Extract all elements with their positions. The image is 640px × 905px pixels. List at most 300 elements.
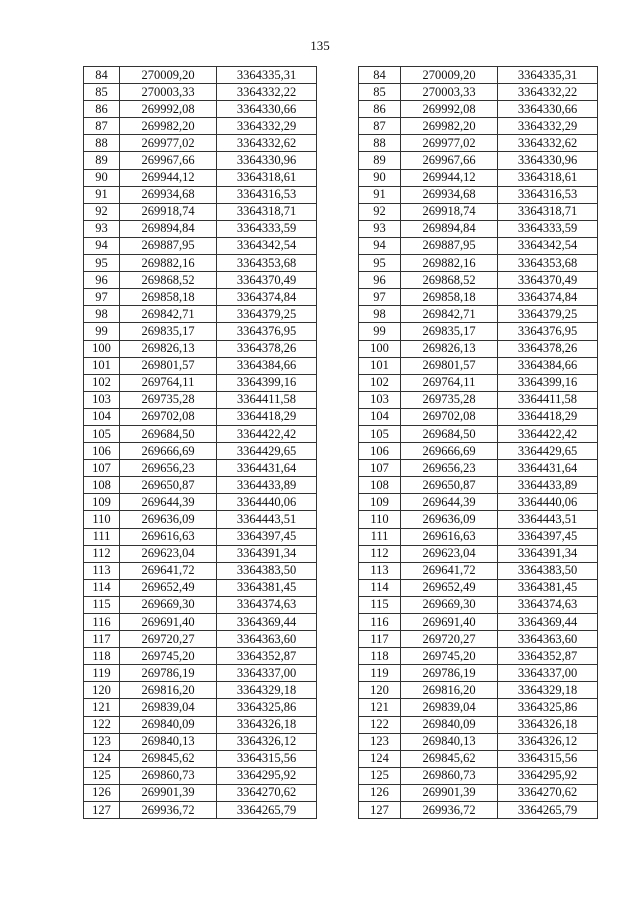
table-row	[359, 408, 598, 425]
point-number-cell: 90	[359, 169, 401, 186]
y-coordinate-cell: 3364332,22	[498, 84, 598, 101]
point-number-cell: 124	[359, 750, 401, 767]
y-coordinate-cell: 3364353,68	[498, 255, 598, 272]
y-coordinate-cell: 3364411,58	[217, 391, 317, 408]
x-coordinate-cell: 269835,17	[120, 323, 217, 340]
table-row	[359, 272, 598, 289]
table-row	[359, 716, 598, 733]
x-coordinate-cell: 269669,30	[120, 596, 217, 613]
table-row	[84, 511, 317, 528]
x-coordinate-cell: 269720,27	[120, 631, 217, 648]
point-number-cell: 110	[84, 511, 120, 528]
point-number-cell: 92	[359, 203, 401, 220]
x-coordinate-cell: 269882,16	[120, 255, 217, 272]
point-number-cell: 115	[84, 596, 120, 613]
point-number-cell: 122	[84, 716, 120, 733]
y-coordinate-cell: 3364378,26	[217, 340, 317, 357]
point-number-cell: 111	[359, 528, 401, 545]
x-coordinate-cell: 269977,02	[120, 135, 217, 152]
point-number-cell: 119	[359, 665, 401, 682]
table-row	[359, 579, 598, 596]
table-row	[359, 220, 598, 237]
x-coordinate-cell: 269650,87	[401, 477, 498, 494]
x-coordinate-cell: 269840,09	[120, 716, 217, 733]
point-number-cell: 114	[84, 579, 120, 596]
table-row	[359, 255, 598, 272]
y-coordinate-cell: 3364265,79	[498, 802, 598, 819]
y-coordinate-cell: 3364330,66	[217, 101, 317, 118]
y-coordinate-cell: 3364329,18	[217, 682, 317, 699]
table-row	[84, 306, 317, 323]
x-coordinate-cell: 269894,84	[401, 220, 498, 237]
point-number-cell: 91	[359, 186, 401, 203]
point-number-cell: 86	[359, 101, 401, 118]
y-coordinate-cell: 3364374,63	[217, 596, 317, 613]
x-coordinate-cell: 269840,13	[401, 733, 498, 750]
x-coordinate-cell: 269826,13	[120, 340, 217, 357]
y-coordinate-cell: 3364374,63	[498, 596, 598, 613]
x-coordinate-cell: 269992,08	[120, 101, 217, 118]
table-row	[84, 391, 317, 408]
x-coordinate-cell: 269616,63	[401, 528, 498, 545]
table-row	[84, 750, 317, 767]
point-number-cell: 125	[84, 767, 120, 784]
x-coordinate-cell: 269735,28	[120, 391, 217, 408]
table-row	[359, 340, 598, 357]
table-row	[359, 203, 598, 220]
x-coordinate-cell: 269636,09	[120, 511, 217, 528]
point-number-cell: 126	[84, 784, 120, 801]
y-coordinate-cell: 3364326,12	[217, 733, 317, 750]
point-number-cell: 98	[84, 306, 120, 323]
point-number-cell: 104	[84, 408, 120, 425]
y-coordinate-cell: 3364431,64	[217, 460, 317, 477]
point-number-cell: 118	[84, 648, 120, 665]
x-coordinate-cell: 269860,73	[401, 767, 498, 784]
point-number-cell: 109	[84, 494, 120, 511]
point-number-cell: 89	[359, 152, 401, 169]
x-coordinate-cell: 269641,72	[401, 562, 498, 579]
y-coordinate-cell: 3364295,92	[498, 767, 598, 784]
table-row	[359, 186, 598, 203]
table-row	[359, 289, 598, 306]
table-row	[84, 357, 317, 374]
x-coordinate-cell: 269858,18	[401, 289, 498, 306]
table-row	[359, 750, 598, 767]
point-number-cell: 121	[359, 699, 401, 716]
y-coordinate-cell: 3364384,66	[217, 357, 317, 374]
point-number-cell: 111	[84, 528, 120, 545]
y-coordinate-cell: 3364333,59	[217, 220, 317, 237]
table-row	[84, 562, 317, 579]
point-number-cell: 87	[359, 118, 401, 135]
point-number-cell: 91	[84, 186, 120, 203]
y-coordinate-cell: 3364399,16	[498, 374, 598, 391]
y-coordinate-cell: 3364376,95	[498, 323, 598, 340]
point-number-cell: 108	[84, 477, 120, 494]
x-coordinate-cell: 269786,19	[401, 665, 498, 682]
y-coordinate-cell: 3364422,42	[498, 425, 598, 442]
table-row	[359, 682, 598, 699]
y-coordinate-cell: 3364422,42	[217, 425, 317, 442]
y-coordinate-cell: 3364379,25	[217, 306, 317, 323]
y-coordinate-cell: 3364399,16	[217, 374, 317, 391]
x-coordinate-cell: 269982,20	[401, 118, 498, 135]
y-coordinate-cell: 3364315,56	[498, 750, 598, 767]
table-row	[84, 203, 317, 220]
table-row	[359, 614, 598, 631]
x-coordinate-cell: 269858,18	[120, 289, 217, 306]
table-row	[84, 716, 317, 733]
x-coordinate-cell: 269786,19	[120, 665, 217, 682]
table-row	[84, 614, 317, 631]
point-number-cell: 113	[359, 562, 401, 579]
x-coordinate-cell: 269918,74	[401, 203, 498, 220]
point-number-cell: 105	[359, 425, 401, 442]
y-coordinate-cell: 3364326,18	[498, 716, 598, 733]
point-number-cell: 106	[84, 443, 120, 460]
point-number-cell: 127	[359, 802, 401, 819]
point-number-cell: 118	[359, 648, 401, 665]
point-number-cell: 104	[359, 408, 401, 425]
table-row	[359, 802, 598, 819]
table-row	[359, 511, 598, 528]
x-coordinate-cell: 269868,52	[120, 272, 217, 289]
point-number-cell: 108	[359, 477, 401, 494]
point-number-cell: 86	[84, 101, 120, 118]
table-row	[359, 528, 598, 545]
y-coordinate-cell: 3364369,44	[217, 614, 317, 631]
x-coordinate-cell: 269801,57	[401, 357, 498, 374]
x-coordinate-cell: 269982,20	[120, 118, 217, 135]
table-row	[359, 733, 598, 750]
x-coordinate-cell: 269992,08	[401, 101, 498, 118]
point-number-cell: 126	[359, 784, 401, 801]
x-coordinate-cell: 270009,20	[120, 67, 217, 84]
table-row	[359, 648, 598, 665]
table-row	[359, 237, 598, 254]
coordinates-table-right	[358, 66, 598, 819]
y-coordinate-cell: 3364379,25	[498, 306, 598, 323]
table-row	[359, 665, 598, 682]
x-coordinate-cell: 269860,73	[120, 767, 217, 784]
y-coordinate-cell: 3364329,18	[498, 682, 598, 699]
y-coordinate-cell: 3364342,54	[498, 237, 598, 254]
table-row	[84, 237, 317, 254]
x-coordinate-cell: 269840,13	[120, 733, 217, 750]
table-row	[84, 340, 317, 357]
y-coordinate-cell: 3364391,34	[498, 545, 598, 562]
y-coordinate-cell: 3364325,86	[217, 699, 317, 716]
y-coordinate-cell: 3364418,29	[498, 408, 598, 425]
point-number-cell: 88	[84, 135, 120, 152]
x-coordinate-cell: 269656,23	[120, 460, 217, 477]
x-coordinate-cell: 269868,52	[401, 272, 498, 289]
y-coordinate-cell: 3364318,61	[498, 169, 598, 186]
point-number-cell: 94	[84, 237, 120, 254]
y-coordinate-cell: 3364429,65	[217, 443, 317, 460]
table-row	[84, 733, 317, 750]
x-coordinate-cell: 269650,87	[120, 477, 217, 494]
x-coordinate-cell: 269977,02	[401, 135, 498, 152]
x-coordinate-cell: 269842,71	[401, 306, 498, 323]
x-coordinate-cell: 269644,39	[120, 494, 217, 511]
y-coordinate-cell: 3364374,84	[498, 289, 598, 306]
x-coordinate-cell: 269887,95	[120, 237, 217, 254]
point-number-cell: 94	[359, 237, 401, 254]
table-row	[84, 699, 317, 716]
table-row	[359, 118, 598, 135]
point-number-cell: 114	[359, 579, 401, 596]
table-row	[84, 169, 317, 186]
point-number-cell: 115	[359, 596, 401, 613]
y-coordinate-cell: 3364315,56	[217, 750, 317, 767]
table-row	[84, 665, 317, 682]
table-row	[359, 596, 598, 613]
table-row	[359, 699, 598, 716]
point-number-cell: 127	[84, 802, 120, 819]
y-coordinate-cell: 3364332,62	[498, 135, 598, 152]
x-coordinate-cell: 269901,39	[120, 784, 217, 801]
x-coordinate-cell: 269936,72	[120, 802, 217, 819]
y-coordinate-cell: 3364391,34	[217, 545, 317, 562]
x-coordinate-cell: 269652,49	[401, 579, 498, 596]
y-coordinate-cell: 3364397,45	[217, 528, 317, 545]
table-row	[359, 152, 598, 169]
y-coordinate-cell: 3364376,95	[217, 323, 317, 340]
y-coordinate-cell: 3364332,29	[498, 118, 598, 135]
y-coordinate-cell: 3364335,31	[498, 67, 598, 84]
x-coordinate-cell: 269944,12	[401, 169, 498, 186]
y-coordinate-cell: 3364433,89	[217, 477, 317, 494]
y-coordinate-cell: 3364384,66	[498, 357, 598, 374]
y-coordinate-cell: 3364374,84	[217, 289, 317, 306]
x-coordinate-cell: 269636,09	[401, 511, 498, 528]
point-number-cell: 85	[84, 84, 120, 101]
point-number-cell: 117	[84, 631, 120, 648]
y-coordinate-cell: 3364318,61	[217, 169, 317, 186]
x-coordinate-cell: 269764,11	[401, 374, 498, 391]
point-number-cell: 97	[359, 289, 401, 306]
table-row	[359, 767, 598, 784]
point-number-cell: 84	[84, 67, 120, 84]
table-row	[84, 135, 317, 152]
table-row	[84, 443, 317, 460]
table-row	[359, 391, 598, 408]
point-number-cell: 116	[84, 614, 120, 631]
point-number-cell: 103	[84, 391, 120, 408]
table-row	[359, 101, 598, 118]
point-number-cell: 99	[84, 323, 120, 340]
table-row	[84, 545, 317, 562]
x-coordinate-cell: 269845,62	[401, 750, 498, 767]
table-row	[84, 220, 317, 237]
y-coordinate-cell: 3364326,12	[498, 733, 598, 750]
table-row	[359, 784, 598, 801]
table-row	[84, 477, 317, 494]
y-coordinate-cell: 3364418,29	[217, 408, 317, 425]
point-number-cell: 95	[359, 255, 401, 272]
x-coordinate-cell: 269936,72	[401, 802, 498, 819]
y-coordinate-cell: 3364370,49	[498, 272, 598, 289]
y-coordinate-cell: 3364411,58	[498, 391, 598, 408]
point-number-cell: 88	[359, 135, 401, 152]
point-number-cell: 90	[84, 169, 120, 186]
x-coordinate-cell: 269801,57	[120, 357, 217, 374]
x-coordinate-cell: 269840,09	[401, 716, 498, 733]
page-number: 135	[310, 38, 330, 53]
table-row	[359, 545, 598, 562]
x-coordinate-cell: 269684,50	[120, 425, 217, 442]
x-coordinate-cell: 269666,69	[120, 443, 217, 460]
y-coordinate-cell: 3364318,71	[217, 203, 317, 220]
table-row	[359, 631, 598, 648]
table-row	[359, 374, 598, 391]
point-number-cell: 103	[359, 391, 401, 408]
point-number-cell: 102	[359, 374, 401, 391]
point-number-cell: 119	[84, 665, 120, 682]
x-coordinate-cell: 269691,40	[120, 614, 217, 631]
table-row	[84, 186, 317, 203]
y-coordinate-cell: 3364270,62	[217, 784, 317, 801]
point-number-cell: 93	[359, 220, 401, 237]
point-number-cell: 85	[359, 84, 401, 101]
y-coordinate-cell: 3364330,96	[217, 152, 317, 169]
y-coordinate-cell: 3364352,87	[498, 648, 598, 665]
point-number-cell: 120	[359, 682, 401, 699]
y-coordinate-cell: 3364333,59	[498, 220, 598, 237]
point-number-cell: 101	[84, 357, 120, 374]
y-coordinate-cell: 3364337,00	[217, 665, 317, 682]
y-coordinate-cell: 3364383,50	[498, 562, 598, 579]
x-coordinate-cell: 269745,20	[120, 648, 217, 665]
x-coordinate-cell: 269745,20	[401, 648, 498, 665]
y-coordinate-cell: 3364316,53	[498, 186, 598, 203]
point-number-cell: 101	[359, 357, 401, 374]
table-row	[359, 425, 598, 442]
y-coordinate-cell: 3364381,45	[498, 579, 598, 596]
x-coordinate-cell: 269669,30	[401, 596, 498, 613]
table-body-left	[84, 67, 317, 819]
table-row	[84, 272, 317, 289]
y-coordinate-cell: 3364330,66	[498, 101, 598, 118]
y-coordinate-cell: 3364397,45	[498, 528, 598, 545]
x-coordinate-cell: 269839,04	[401, 699, 498, 716]
point-number-cell: 112	[84, 545, 120, 562]
x-coordinate-cell: 269702,08	[401, 408, 498, 425]
y-coordinate-cell: 3364332,22	[217, 84, 317, 101]
y-coordinate-cell: 3364440,06	[498, 494, 598, 511]
x-coordinate-cell: 270003,33	[120, 84, 217, 101]
point-number-cell: 110	[359, 511, 401, 528]
x-coordinate-cell: 269839,04	[120, 699, 217, 716]
y-coordinate-cell: 3364370,49	[217, 272, 317, 289]
y-coordinate-cell: 3364369,44	[498, 614, 598, 631]
x-coordinate-cell: 269644,39	[401, 494, 498, 511]
table-row	[84, 255, 317, 272]
point-number-cell: 99	[359, 323, 401, 340]
table-row	[84, 84, 317, 101]
table-row	[84, 323, 317, 340]
table-row	[84, 682, 317, 699]
y-coordinate-cell: 3364342,54	[217, 237, 317, 254]
x-coordinate-cell: 269845,62	[120, 750, 217, 767]
point-number-cell: 102	[84, 374, 120, 391]
y-coordinate-cell: 3364325,86	[498, 699, 598, 716]
y-coordinate-cell: 3364378,26	[498, 340, 598, 357]
x-coordinate-cell: 269934,68	[401, 186, 498, 203]
table-row	[84, 579, 317, 596]
y-coordinate-cell: 3364316,53	[217, 186, 317, 203]
point-number-cell: 100	[359, 340, 401, 357]
x-coordinate-cell: 269684,50	[401, 425, 498, 442]
point-number-cell: 107	[359, 460, 401, 477]
point-number-cell: 97	[84, 289, 120, 306]
x-coordinate-cell: 269816,20	[401, 682, 498, 699]
point-number-cell: 98	[359, 306, 401, 323]
point-number-cell: 124	[84, 750, 120, 767]
x-coordinate-cell: 269967,66	[401, 152, 498, 169]
y-coordinate-cell: 3364431,64	[498, 460, 598, 477]
x-coordinate-cell: 269894,84	[120, 220, 217, 237]
table-row	[359, 323, 598, 340]
table-row	[84, 528, 317, 545]
table-row	[359, 443, 598, 460]
table-row	[84, 152, 317, 169]
table-row	[84, 460, 317, 477]
y-coordinate-cell: 3364337,00	[498, 665, 598, 682]
y-coordinate-cell: 3364383,50	[217, 562, 317, 579]
y-coordinate-cell: 3364363,60	[217, 631, 317, 648]
x-coordinate-cell: 269967,66	[120, 152, 217, 169]
point-number-cell: 96	[84, 272, 120, 289]
table-row	[359, 135, 598, 152]
table-row	[359, 306, 598, 323]
y-coordinate-cell: 3364443,51	[498, 511, 598, 528]
x-coordinate-cell: 269944,12	[120, 169, 217, 186]
x-coordinate-cell: 269702,08	[120, 408, 217, 425]
point-number-cell: 84	[359, 67, 401, 84]
x-coordinate-cell: 269826,13	[401, 340, 498, 357]
table-row	[359, 460, 598, 477]
point-number-cell: 95	[84, 255, 120, 272]
point-number-cell: 123	[84, 733, 120, 750]
point-number-cell: 122	[359, 716, 401, 733]
point-number-cell: 116	[359, 614, 401, 631]
y-coordinate-cell: 3364440,06	[217, 494, 317, 511]
x-coordinate-cell: 269656,23	[401, 460, 498, 477]
y-coordinate-cell: 3364352,87	[217, 648, 317, 665]
x-coordinate-cell: 269887,95	[401, 237, 498, 254]
table-row	[84, 425, 317, 442]
point-number-cell: 113	[84, 562, 120, 579]
x-coordinate-cell: 269882,16	[401, 255, 498, 272]
y-coordinate-cell: 3364318,71	[498, 203, 598, 220]
point-number-cell: 106	[359, 443, 401, 460]
point-number-cell: 96	[359, 272, 401, 289]
table-row	[359, 84, 598, 101]
y-coordinate-cell: 3364433,89	[498, 477, 598, 494]
point-number-cell: 93	[84, 220, 120, 237]
coordinates-table-left	[83, 66, 317, 819]
x-coordinate-cell: 269918,74	[120, 203, 217, 220]
table-row	[84, 118, 317, 135]
x-coordinate-cell: 269816,20	[120, 682, 217, 699]
x-coordinate-cell: 269842,71	[120, 306, 217, 323]
table-row	[359, 169, 598, 186]
y-coordinate-cell: 3364332,29	[217, 118, 317, 135]
y-coordinate-cell: 3364270,62	[498, 784, 598, 801]
